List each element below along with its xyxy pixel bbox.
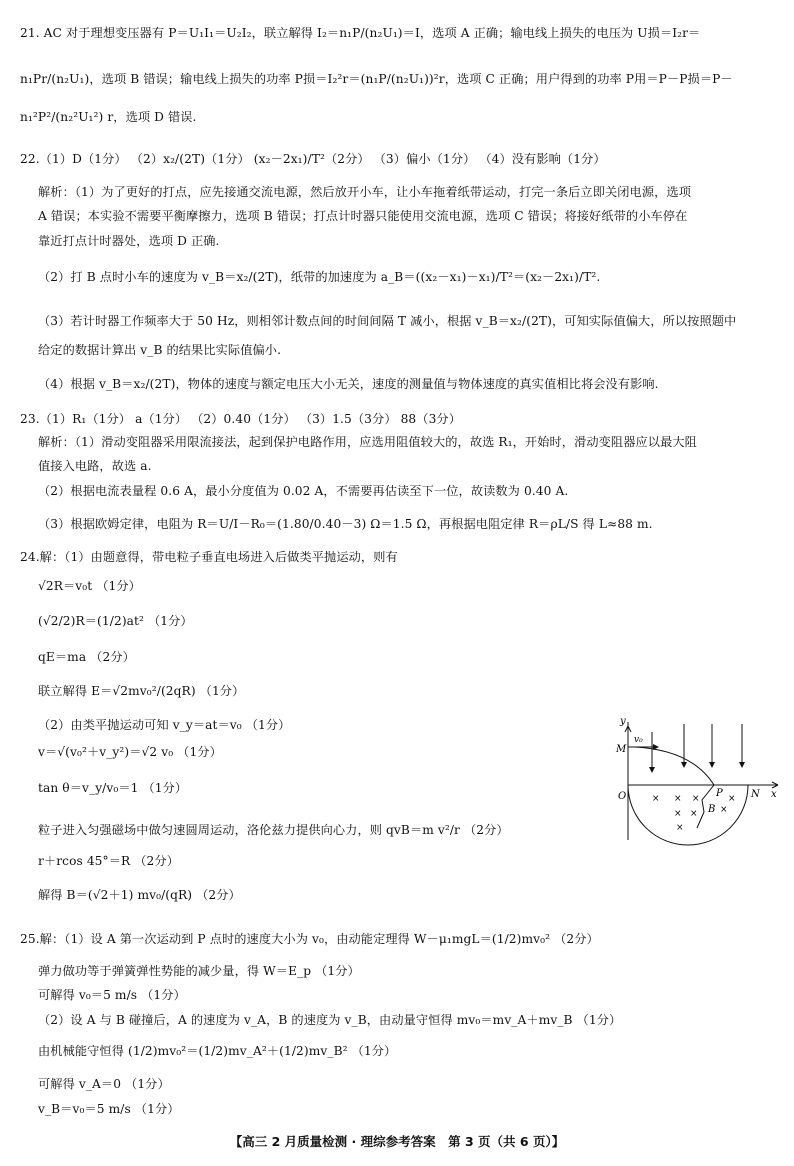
q23-analysis-2: 值接入电路，故选 a. [38,459,152,473]
q24-eq-3: qE＝ma （2分） [38,650,135,664]
field-mark: × [728,794,736,804]
field-mark: × [652,794,660,804]
label-v0: v₀ [634,735,643,745]
q25-line-5: 由机械能守恒得 (1/2)mv₀²＝(1/2)mv_A²＋(1/2)mv_B² （1分） [38,1044,397,1058]
q24-eq-10: 解得 B＝(√2＋1) mv₀/(qR) （2分） [38,888,241,902]
field-mark: × [720,805,728,815]
q23-analysis-3: （2）根据电流表量程 0.6 A，最小分度值为 0.02 A，不需要再估读至下一位，故读数为 0.40 A. [38,484,569,498]
field-mark: × [690,809,698,819]
label-y: y [620,716,626,727]
field-mark: × [674,794,682,804]
q22-analysis-7: （4）根据 v_B＝x₂/(2T)，物体的速度与额定电压大小无关，速度的测量值与物体速度的真实值相比将会没有影响. [38,377,659,391]
field-mark: × [674,809,682,819]
q23-analysis-4: （3）根据欧姆定律，电阻为 R＝U/I－R₀＝(1.80/0.40－3) Ω＝1.5 Ω，再根据电阻定律 R＝ρL/S 得 L≈88 m. [38,517,653,531]
q21-line-1: 21. AC 对于理想变压器有 P＝U₁I₁＝U₂I₂，联立解得 I₂＝n₁P/(n₂U₁)＝I，选项 A 正确；输电线上损失的电压为 U损＝I₂r＝ [20,26,701,40]
q25-line-7: v_B＝v₀＝5 m/s （1分） [38,1102,180,1116]
label-n: N [751,789,760,800]
q21-line-3: n₁²P²/(n₂²U₁²) r，选项 D 错误. [20,110,197,124]
label-x: x [771,789,777,800]
q25-line-3: 可解得 v₀＝5 m/s （1分） [38,988,186,1002]
q24-eq-2: (√2/2)R＝(1/2)at² （1分） [38,614,193,628]
field-mark: × [692,794,700,804]
label-o: O [618,791,627,802]
label-p: P [716,788,723,799]
q25-line-4: （2）设 A 与 B 碰撞后，A 的速度为 v_A，B 的速度为 v_B，由动量守恒得 mv₀＝mv_A＋mv_B （1分） [38,1013,622,1027]
label-b: B [708,804,716,815]
q22-analysis-3: 靠近打点计时器处，选项 D 正确. [38,234,220,248]
q24-intro: 24.解：（1）由题意得，带电粒子垂直电场进入后做类平抛运动，则有 [20,550,398,564]
q24-eq-1: √2R＝v₀t （1分） [38,579,141,593]
q23-analysis-1: 解析：（1）滑动变阻器采用限流接法，起到保护电路作用，应选用阻值较大的，故选 R₁，开始时，滑动变阻器应以最大阻 [38,435,697,449]
particle-trajectory [634,747,714,785]
q22-analysis-2: A 错误；本实验不需要平衡摩擦力，选项 B 错误；打点计时器只能使用交流电源，选项 C 错误；将接好纸带的小车停在 [38,209,688,223]
q25-line-1: 25.解：（1）设 A 第一次运动到 P 点时的速度大小为 v₀，由动能定理得 W－μ₁mgL＝(1/2)mv₀² （2分） [20,932,599,946]
q22-analysis-4: （2）打 B 点时小车的速度为 v_B＝x₂/(2T)，纸带的加速度为 a_B＝((x₂－x₁)－x₁)/T²＝(x₂－2x₁)/T². [38,270,601,284]
magnetic-field-marks [652,794,736,833]
q22-analysis-5: （3）若计时器工作频率大于 50 Hz，则相邻计数点间的时间间隔 T 减小，根据 v_B＝x₂/(2T)，可知实际值偏大，所以按照题中 [38,314,737,328]
field-diagram [612,712,782,846]
q24-eq-6: v＝√(v₀²＋v_y²)＝√2 v₀ （1分） [38,745,222,759]
q24-eq-7: tan θ＝v_y/v₀＝1 （1分） [38,781,188,795]
q22-analysis-6: 给定的数据计算出 v_B 的结果比实际值偏小. [38,343,282,357]
q24-eq-8: 粒子进入匀强磁场中做匀速圆周运动，洛伦兹力提供向心力，则 qvB＝m v²/r （2分） [38,823,509,837]
q25-line-2: 弹力做功等于弹簧弹性势能的减少量，得 W＝E_p （1分） [38,964,360,978]
q21-line-2: n₁Pr/(n₂U₁)，选项 B 错误；输电线上损失的功率 P损＝I₂²r＝(n₁P/(n₂U₁))²r，选项 C 正确；用户得到的功率 P用＝P－P损＝P－ [20,72,733,86]
q24-eq-4: 联立解得 E＝√2mv₀²/(2qR) （1分） [38,684,245,698]
q24-eq-5: （2）由类平抛运动可知 v_y＝at＝v₀ （1分） [38,718,291,732]
label-m: M [616,744,627,755]
field-mark: × [676,823,684,833]
page-footer: 【高三 2 月质量检测 · 理综参考答案 第 3 页（共 6 页）】 [229,1134,565,1149]
q22-answers: 22.（1）D（1分） （2）x₂/(2T)（1分） (x₂－2x₁)/T²（2分） （3）偏小（1分） （4）没有影响（1分） [20,152,606,166]
q25-line-6: 可解得 v_A＝0 （1分） [38,1077,170,1091]
q22-analysis-1: 解析：（1）为了更好的打点，应先接通交流电源，然后放开小车，让小车拖着纸带运动，打完一条后立即关闭电源，选项 [38,185,691,199]
q24-eq-9: r＋rcos 45°＝R （2分） [38,854,179,868]
q23-answers: 23.（1）R₁（1分） a（1分） （2）0.40（1分） （3）1.5（3分） 88（3分） [20,412,462,426]
